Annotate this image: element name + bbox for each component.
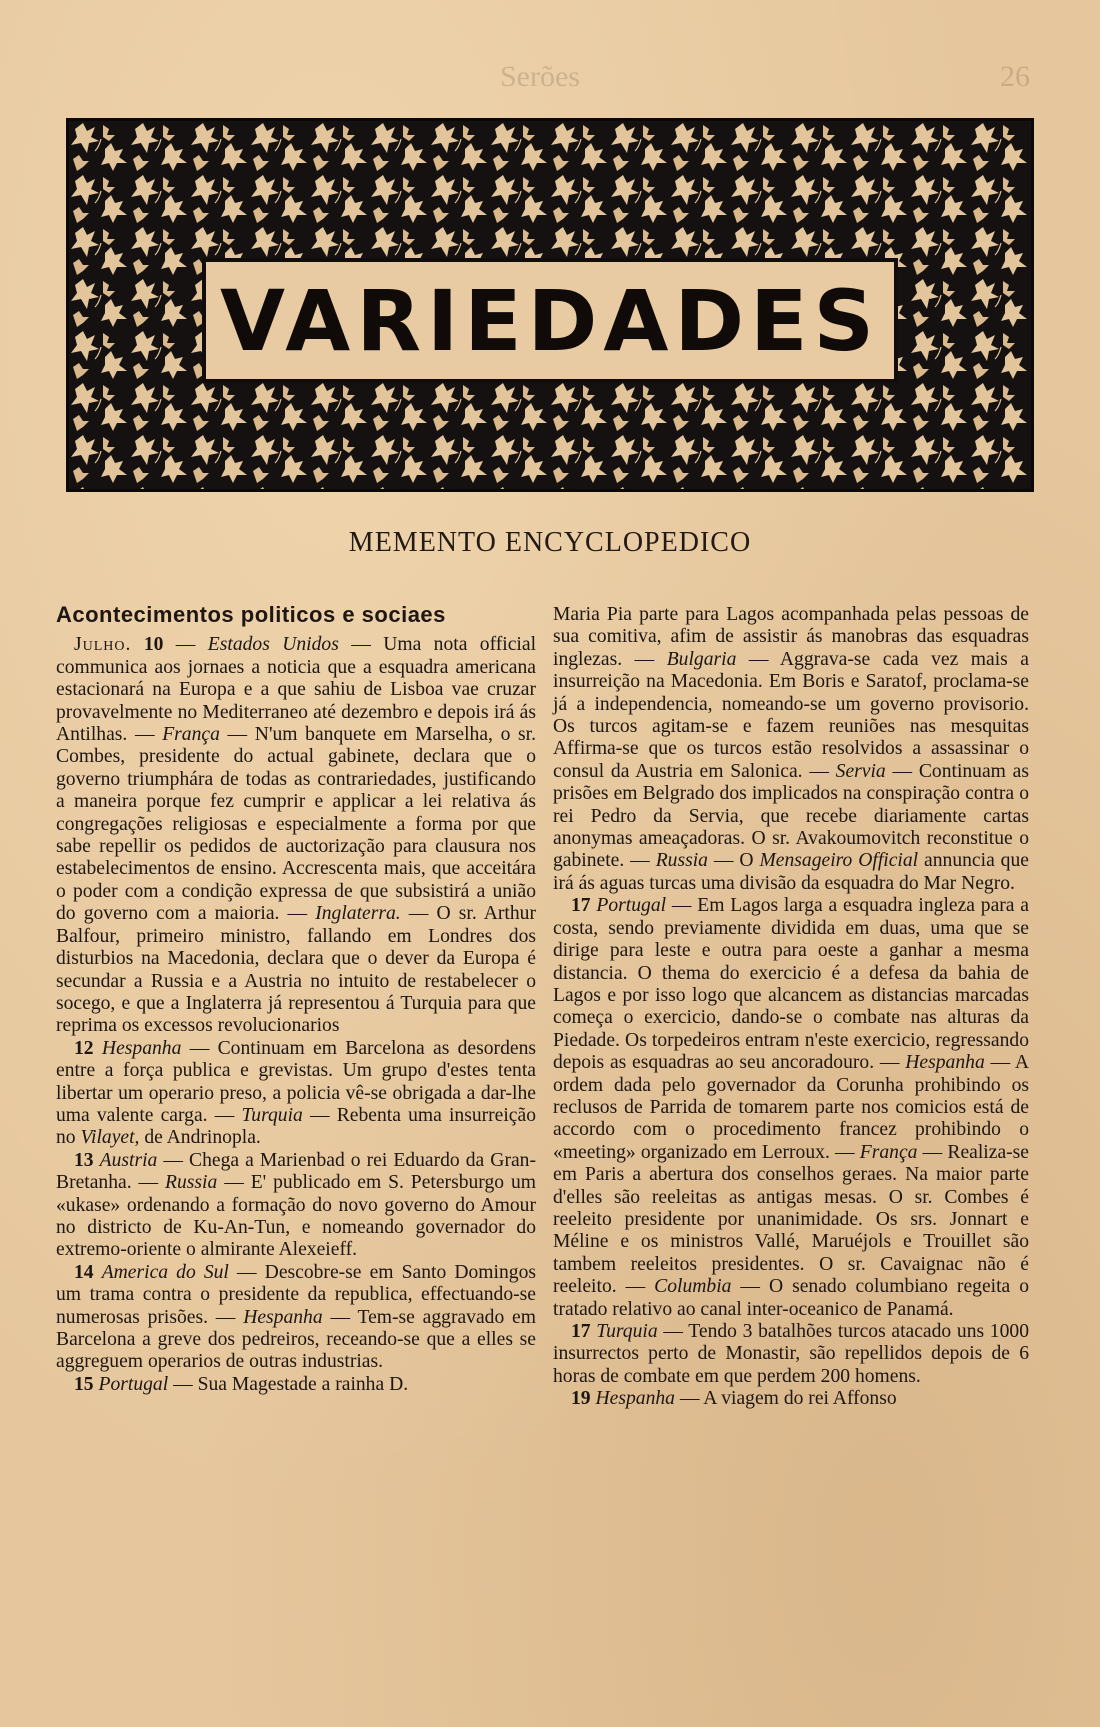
entry-text: — Rebenta uma insurreição no (56, 1104, 536, 1149)
entry-text: — Continuam em Barcelona as desordens entre a força publica e grevistas. Um grupo d'estes tenta libertar um operario preso, a policia vê-se obrigada a dar-lhe uma valente carga. — (56, 1037, 536, 1126)
entry-text: annuncia que irá ás aguas turcas uma divisão da esquadra do Mar Negro. (553, 850, 1029, 894)
entry-date: 17 (571, 895, 591, 917)
running-head-bleedthrough (480, 60, 1040, 100)
banner-title: VARIEDADES (220, 272, 880, 370)
entry-date: 17 (571, 1321, 591, 1342)
country-name: Portugal (98, 1373, 169, 1395)
country-name: Hespanha (243, 1306, 323, 1328)
country-name: Inglaterra. (315, 903, 401, 925)
entry-date: 13 (74, 1149, 94, 1171)
page-number: 26 (1000, 60, 1030, 93)
month-label: Julho. (74, 634, 132, 656)
country-name: Hespanha (595, 1388, 675, 1410)
entry-text: — O senado columbiano regeita o tratado relativo ao canal inter-oceanico de Panamá. (553, 1276, 1029, 1320)
country-name: Portugal (596, 895, 667, 917)
title-frame (202, 258, 898, 383)
entry-paragraph (553, 604, 1029, 895)
entry-paragraph (553, 895, 1029, 1321)
entry-text: — Sua Magestade a rainha D. (168, 1373, 409, 1395)
country-name: Bulgaria (666, 648, 737, 670)
running-head-title: Serões (500, 60, 580, 93)
country-name: Columbia (654, 1276, 732, 1298)
entry-text: — Continuam as prisões em Belgrado dos implicados na conspiração contra o rei Pedro da Servia, que recebe diariamente cartas anonymas ameaçadoras. O sr. Avakoumovitch reconstitue o gabinete. — (553, 760, 1029, 872)
country-name: Servia (835, 760, 886, 782)
section-title: MEMENTO ENCYCLOPEDICO (348, 527, 752, 558)
entry-text: , de Andrinopla. (134, 1127, 261, 1149)
country-name: Hespanha (905, 1052, 985, 1074)
entry-date: 10 (143, 634, 164, 656)
entry-text: — Chega a Marienbad o rei Eduardo da Gran-Bretanha. — (56, 1149, 536, 1194)
entry-text: — O sr. Arthur Balfour, primeiro ministro, fallando em Londres dos disturbios na Macedonia, declara que o dever da Europa é secundar a Russia e a Austria no intuito de restabelecer o socego, e que a Inglaterra já representou á Turquia para que reprima os excessos revolucionarios (56, 903, 536, 1037)
entry-paragraph (56, 1374, 536, 1396)
entry-paragraph (553, 1388, 1029, 1410)
entry-text: — Em Lagos larga a esquadra ingleza para a costa, sendo previamente dividida em duas, uma que se dirige para leste e outra para oeste a ganhar a mesma distancia. O thema do exercicio é a defesa da bahia de Lagos e por isso logo que alcancem as distancias marcadas começa o exercicio, dando-se o combate nas alturas da Piedade. Os torpedeiros entram n'este exercicio, regressando depois as esquadras ao seu ancoradouro. — (553, 895, 1029, 1074)
country-name: Hespanha (101, 1037, 182, 1059)
entry-paragraph (56, 1262, 536, 1374)
right-column (553, 604, 1029, 1411)
entry-paragraph (56, 1038, 536, 1150)
entry-text: — Realiza-se em Paris a abertura dos conselhos geraes. Na maior parte d'elles são reeleitas as antigas mesas. O sr. Combes é reeleito presidente por unanimidade. Os srs. Jonnart e Méline e os ministros Vallé, Maruéjols e Trouillet são tambem reeleitos presidentes. O sr. Cavaignac não é reeleito. — (553, 1141, 1029, 1298)
entry-paragraph (56, 1150, 536, 1262)
entry-text: — Tendo 3 batalhões turcos atacado uns 1000 insurrectos perto de Monastir, são repellidos depois de 6 horas de combate em que perdem 200 homens. (553, 1321, 1029, 1387)
country-name: America do Sul (101, 1261, 229, 1283)
entry-text: — A ordem dada pelo governador da Corunha prohibindo os reclusos de Parrida de tomarem parte nos comicios está de accordo com o procedimento francez prohibindo o «meeting» organizado em Lerroux. — (553, 1052, 1029, 1163)
entry-date: 19 (571, 1388, 591, 1410)
country-name: Austria (99, 1149, 158, 1171)
country-name: Russia (655, 850, 708, 872)
entry-text: — N'um banquete em Marselha, o sr. Combes, presidente do actual gabinete, declara que o governo triumphára de todas as contrariedades, justificando a maneira porque fez cumprir e applicar a lei relativa ás congregações religiosas e especialmente a forma por que sabe repellir os pedidos de auctorização para clausura nos estabelecimentos de ensino. Accrescenta mais, que acceitára o poder com a condição expressa de que subsistirá a união do governo com a maioria. — (56, 724, 537, 925)
entry-text: — A viagem do rei Affonso (674, 1388, 897, 1410)
entry-date: 14 (74, 1261, 94, 1283)
entry-date: 12 (74, 1037, 94, 1059)
entry-text: — O (707, 850, 760, 872)
left-column (56, 604, 536, 1396)
entry-paragraph: Julho. 10 — Estados Unidos — Uma nota official communica aos jornaes a noticia que a esquadra americana estacionará na Europa e a que sahiu de Lisboa vae cruzar provavelmente no Mediterraneo até dezembro e depois irá ás Antilhas. — França — N'um banquete em Marselha, o sr. Combes, presidente do actual gabinete, declara que o governo triumphára de todas as contrariedades, justificando a maneira porque fez cumprir e applicar a lei relativa ás congregações religiosas e especialmente a forma por que sabe repellir os pedidos de auctorização para clausura nos estabelecimentos de ensino. Accrescenta mais, que acceitára o poder com a condição expressa de que subsistirá a união do governo com a maioria. — Inglaterra. — O sr. Arthur Balfour, primeiro ministro, fallando em Londres dos disturbios na Macedonia, declara que o dever da Europa é secundar a Russia e a Austria no intuito de restabelecer o socego, e que a Inglaterra já representou á Turquia para que reprima os excessos revolucionarios (56, 634, 537, 1037)
country-name: Turquia (596, 1321, 658, 1342)
entry-paragraph (553, 1321, 1029, 1388)
column-subhead: Acontecimentos politicos e sociaes (56, 602, 446, 627)
country-name: França (162, 724, 220, 746)
country-name: Estados Unidos (207, 634, 339, 656)
entry-text: — E' publicado em S. Petersburgo um «ukase» ordenando a formação do novo governo do Amour no districto de Ku-An-Tun, e nomeando governador do extremo-oriente o almirante Alexeieff. (56, 1172, 536, 1261)
entry-text: — Descobre-se em Santo Domingos um trama contra o presidente da republica, effectuando-se numerosas prisões. — (56, 1261, 536, 1328)
entry-date: 15 (74, 1373, 94, 1395)
entry-text: — Uma nota official communica aos jornaes a noticia que a esquadra americana estacionará na Europa e a que sahiu de Lisboa vae cruzar provavelmente no Mediterraneo até dezembro e depois irá ás Antilhas. — (56, 634, 537, 746)
decorative-banner (66, 118, 1034, 492)
country-name: Turquia (241, 1104, 303, 1126)
entry-text: — Aggrava-se cada vez mais a insurreição na Macedonia. Em Boris e Saratof, proclama-se já a independencia, nomeando-se um governo provisorio. Os turcos agitam-se e fazem reuniões nas mesquitas Affirma-se que os turcos estão resolvidos a assassinar o consul da Austria em Salonica. — (553, 648, 1029, 782)
country-name: Russia (165, 1172, 218, 1194)
place-name: Vilayet (80, 1127, 135, 1149)
country-name: França (859, 1141, 918, 1163)
entry-text: Maria Pia parte para Lagos acompanhada pelas pessoas de sua comitiva, afim de assistir ás manobras das esquadras inglezas. — (553, 604, 1029, 670)
publication-name: Mensageiro Official (759, 850, 919, 872)
entry-text: — Tem-se aggravado em Barcelona a greve dos pedreiros, receando-se que a elles se aggreguem operarios de outras industrias. (56, 1306, 536, 1373)
